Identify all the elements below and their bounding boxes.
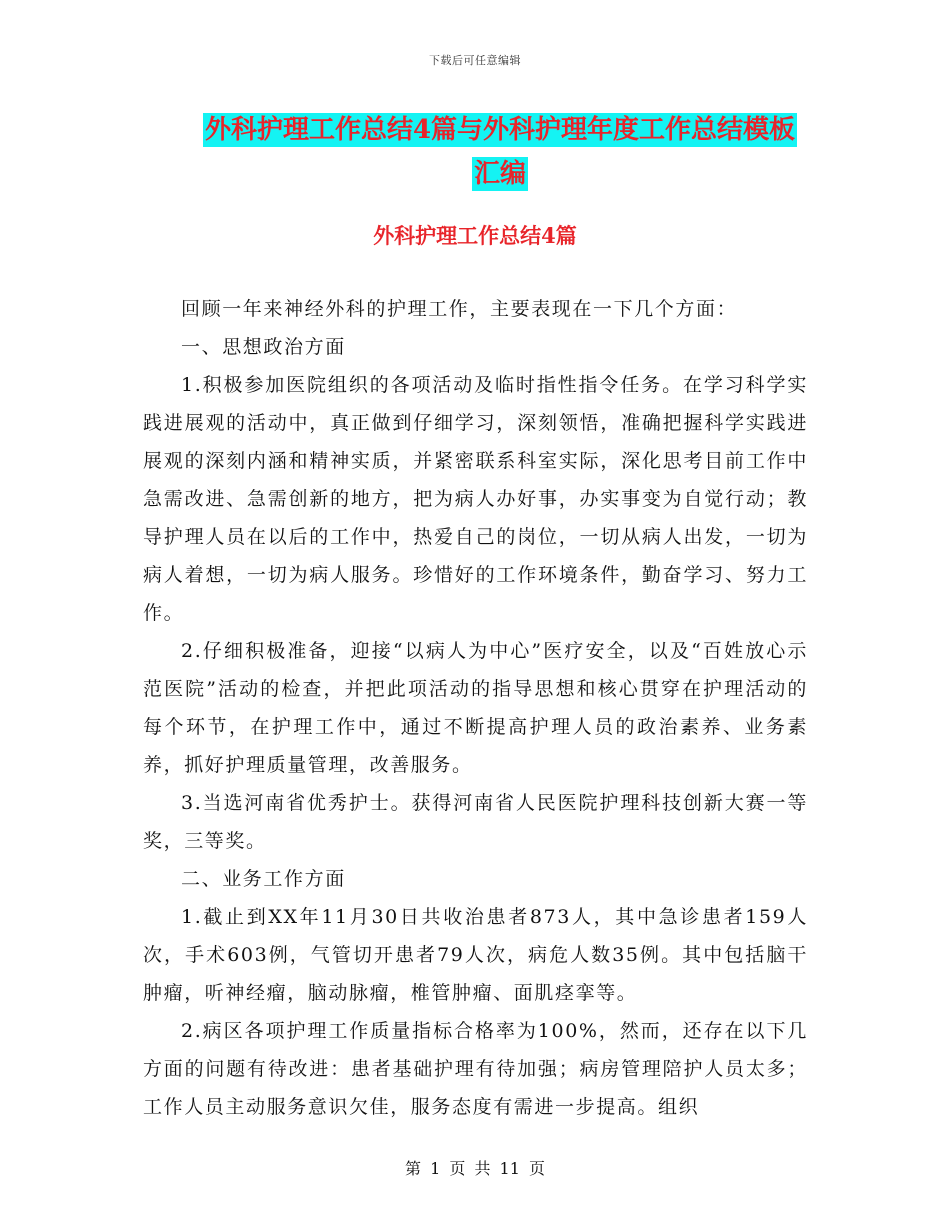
document-body bbox=[143, 290, 808, 1126]
paragraph-business-1: 1.截止到XX年11月30日共收治患者873人，其中急诊患者159人次，手术603例，气管切开患者79人次，病危人数35例。其中包括脑干肿瘤，听神经瘤，脑动脉瘤，椎管肿瘤、面肌痉挛等。 bbox=[143, 906, 808, 1004]
page-number: 第 1 页 共 11 页 bbox=[405, 1159, 545, 1178]
header-note: 下载后可任意编辑 bbox=[429, 54, 521, 67]
paragraph-intro: 回顾一年来神经外科的护理工作，主要表现在一下几个方面： bbox=[181, 298, 738, 320]
paragraph-political-3: 3.当选河南省优秀护士。获得河南省人民医院护理科技创新大赛一等奖，三等奖。 bbox=[143, 792, 808, 852]
title-line-1: 外科护理工作总结4篇与外科护理年度工作总结模板 bbox=[204, 115, 796, 145]
paragraph-business-2: 2.病区各项护理工作质量指标合格率为100%，然而，还存在以下几方面的问题有待改进：患者基础护理有待加强；病房管理陪护人员太多；工作人员主动服务意识欠佳，服务态度有需进一步提高。组织 bbox=[143, 1020, 808, 1118]
document-title bbox=[150, 108, 850, 196]
heading-business: 二、业务工作方面 bbox=[181, 868, 346, 890]
title-line-2: 汇编 bbox=[473, 159, 526, 189]
paragraph-political-2: 2.仔细积极准备，迎接“以病人为中心”医疗安全，以及“百姓放心示范医院”活动的检查，并把此项活动的指导思想和核心贯穿在护理活动的每个环节，在护理工作中，通过不断提高护理人员的政治素养、业务素养，抓好护理质量管理，改善服务。 bbox=[143, 640, 808, 776]
heading-political: 一、思想政治方面 bbox=[181, 336, 346, 358]
section-title: 外科护理工作总结4篇 bbox=[373, 223, 577, 248]
paragraph-political-1: 1.积极参加医院组织的各项活动及临时指性指令任务。在学习科学实践进展观的活动中，真正做到仔细学习，深刻领悟，准确把握科学实践进展观的深刻内涵和精神实质，并紧密联系科室实际，深化思考目前工作中急需改进、急需创新的地方，把为病人办好事，办实事变为自觉行动；教导护理人员在以后的工作中，热爱自己的岗位，一切从病人出发，一切为病人着想，一切为病人服务。珍惜好的工作环境条件，勤奋学习、努力工作。 bbox=[143, 374, 808, 624]
